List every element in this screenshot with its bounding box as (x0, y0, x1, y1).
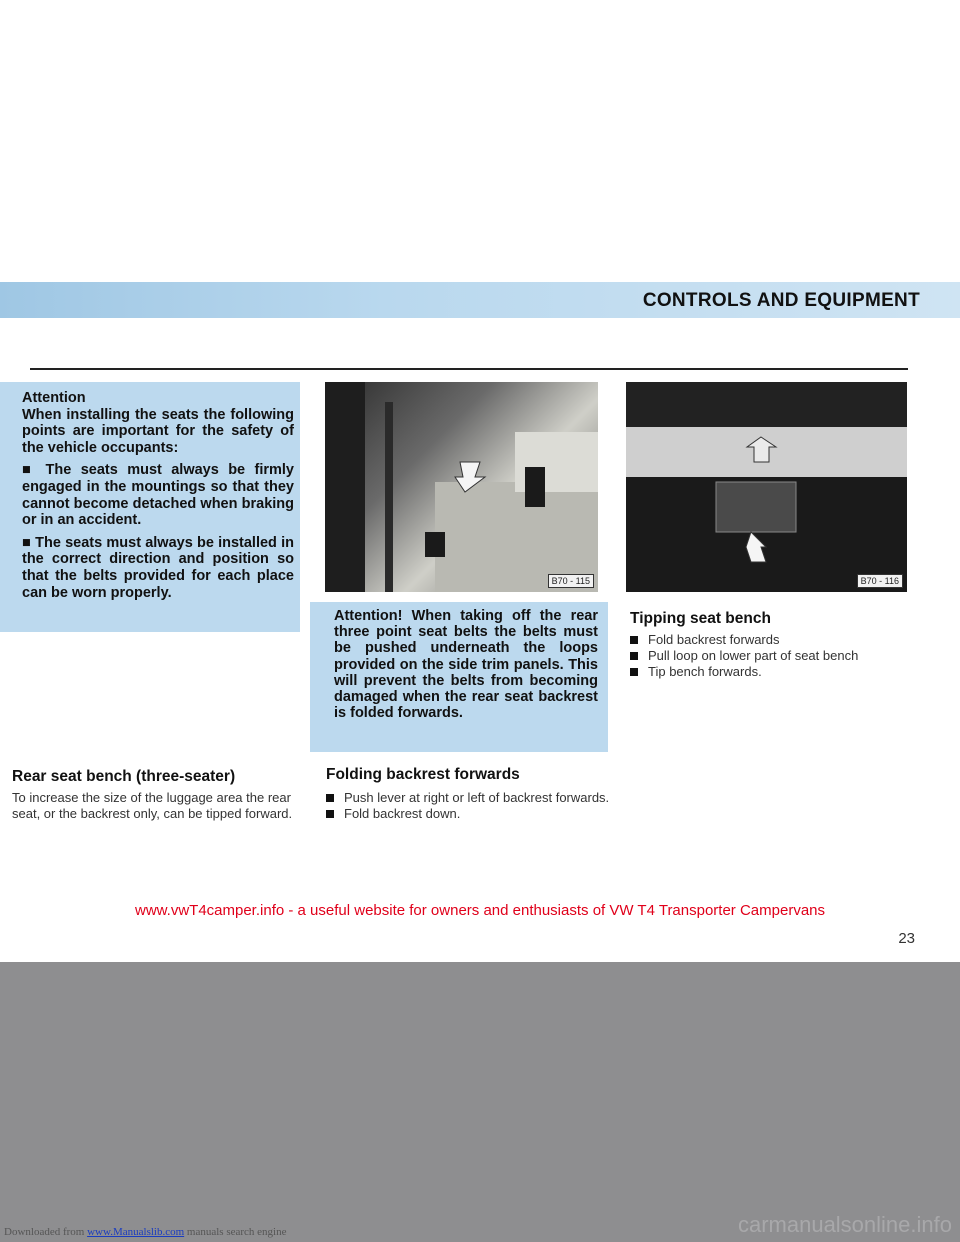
folding-heading: Folding backrest forwards (326, 766, 520, 783)
bottom-margin (0, 962, 960, 1242)
attention-point: ■ The seats must always be firmly engaged in the mountings so that they cannot become detached when braking or in an accident. (22, 462, 294, 529)
list-item: Fold backrest down. (326, 806, 610, 822)
header-divider (30, 368, 908, 370)
seat-bench-photo (626, 382, 907, 592)
tipping-heading: Tipping seat bench (630, 610, 771, 627)
section-title: CONTROLS AND EQUIPMENT (642, 290, 920, 311)
photo1-label: B70 - 115 (548, 574, 594, 588)
seatbelt-photo (325, 382, 598, 592)
attention-title: Attention (22, 390, 86, 406)
download-note (4, 1226, 286, 1238)
tipping-list (630, 632, 920, 680)
attention-text-left (22, 390, 294, 607)
attention-point: ■ The seats must always be installed in the correct direction and position so that the belts provided for each place can be worn properly. (22, 534, 294, 601)
list-item: Push lever at right or left of backrest forwards. (326, 790, 610, 806)
manualslib-link[interactable]: www.Manualslib.com (87, 1226, 185, 1238)
rear-seat-text: To increase the size of the luggage area the rear seat, or the backrest only, can be tipped forward. (12, 790, 293, 821)
page-number: 23 (898, 930, 915, 947)
list-item: Fold backrest forwards (630, 632, 920, 648)
download-suffix: manuals search engine (184, 1226, 287, 1238)
photo2-label: B70 - 116 (857, 574, 903, 588)
download-prefix: Downloaded from (4, 1226, 88, 1238)
attention-intro: When installing the seats the following points are important for the safety of the vehicle occupants: (22, 406, 294, 456)
attention-point-text: The seats must always be installed in the correct direction and position so that the belts provided for each place can be worn properly. (22, 534, 294, 601)
attention-text-center: Attention! When taking off the rear three point seat belts the belts must be pushed underneath the loops provided on the side trim panels. This will prevent the belts from becoming damaged when the rear seat backrest is folded forwards. (334, 608, 598, 722)
list-item: Pull loop on lower part of seat bench (630, 648, 920, 664)
folding-list (326, 790, 610, 822)
website-link[interactable]: www.vwT4camper.info - a useful website for owners and enthusiasts of VW T4 Transporter Campervans (134, 902, 826, 919)
watermark: carmanualsonline.info (737, 1212, 952, 1237)
rear-seat-heading: Rear seat bench (three-seater) (12, 768, 236, 785)
seat-bench-photo-illustration (626, 382, 907, 592)
list-item: Tip bench forwards. (630, 664, 920, 680)
attention-point-text: The seats must always be firmly engaged in the mountings so that they cannot become detached when braking or in an accident. (22, 462, 294, 529)
seatbelt-photo-illustration (325, 382, 598, 592)
